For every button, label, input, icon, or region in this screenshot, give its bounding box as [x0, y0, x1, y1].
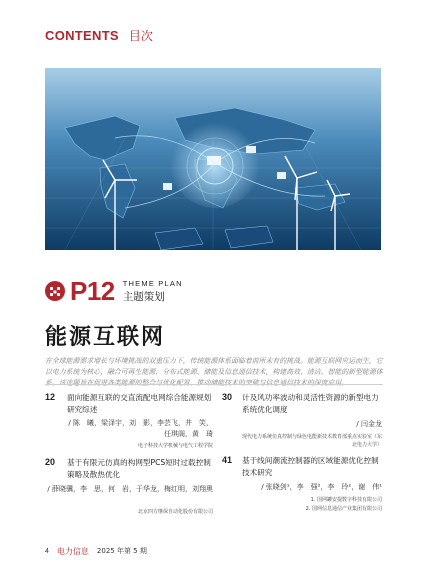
divider [45, 384, 383, 385]
theme-logo-icon [45, 281, 65, 301]
footer-page-number: 4 [45, 547, 49, 555]
article-affiliation: 1. 国网罐安提数字科技有限公司 [310, 497, 382, 503]
article-entry[interactable] [222, 455, 382, 535]
footer-issue: 2025 年第 5 期 [96, 547, 147, 555]
article-title: 基于有限元仿真的构网型PCS短时过载控制策略及散热优化 [67, 458, 211, 479]
article-title: 计及风功率波动和灵活性资源的新型电力系统优化调度 [242, 393, 379, 414]
article-affiliation: 电子科技大学机械与电气工程学院 [137, 443, 213, 449]
article-page-number: 12 [45, 392, 56, 402]
article-authors: / 陈 曦，梁泽宇，刘 影，李芸飞，井 笑，任琪阁，黄 琦 [68, 419, 213, 438]
footer-logo: 电力信息 [56, 546, 89, 556]
section-intro: 在全球能源需求增长与环境挑战的双重压力下，传统能源体系面临着前所未有的挑战。能源互联网应运而生，它以电力系统为核心，融合可再生能源、分布式能源、储能及信息通信技术，构建高效、清洁、智能的新型能源体系。该选题旨在促进各类能源的整合与优化配置、推动储能技术的突破与信息通信技术的深度应用。 [45, 357, 383, 387]
article-title: 面向能源互联的交直流配电网综合能源规划研究综述 [67, 393, 212, 414]
article-entry[interactable] [222, 392, 382, 450]
contents-label-cn: 目次 [128, 29, 153, 43]
article-affiliation-2: 2. 国网信息通信产业集团有限公司 [305, 506, 382, 512]
contents-header [45, 27, 153, 45]
article-authors: / 张晓剑¹，李 强²，李 玲²，谢 伟¹ [261, 483, 382, 491]
article-page-number: 30 [222, 392, 233, 402]
article-affiliation: 现代电力系统仿真控制与绿色电能新技术教育部重点实验室（东北电力大学） [242, 434, 383, 448]
article-entry[interactable] [45, 457, 213, 527]
section-title: 能源互联网 [45, 325, 166, 350]
article-entry[interactable] [45, 392, 213, 450]
article-authors: / 薛晓骥，李 思，何 岩，于华龙，梅红明，刘翔奥 [47, 485, 213, 493]
hero-image [45, 68, 381, 250]
page-footer [45, 545, 147, 557]
contents-label: CONTENTS [45, 28, 119, 43]
theme-label-en: THEME PLAN [122, 278, 183, 288]
theme-banner [45, 276, 183, 306]
theme-label-cn: 主题策划 [122, 290, 165, 303]
article-page-number: 20 [45, 457, 56, 467]
article-page-number: 41 [222, 455, 233, 465]
theme-page-number: P12 [70, 276, 115, 306]
article-authors: / 闫金龙 [356, 420, 382, 428]
article-affiliation: 北京四方继保自动化股份有限公司 [137, 509, 213, 515]
article-title: 基于线间潮流控制器的区域能源优化控制技术研究 [242, 456, 379, 477]
